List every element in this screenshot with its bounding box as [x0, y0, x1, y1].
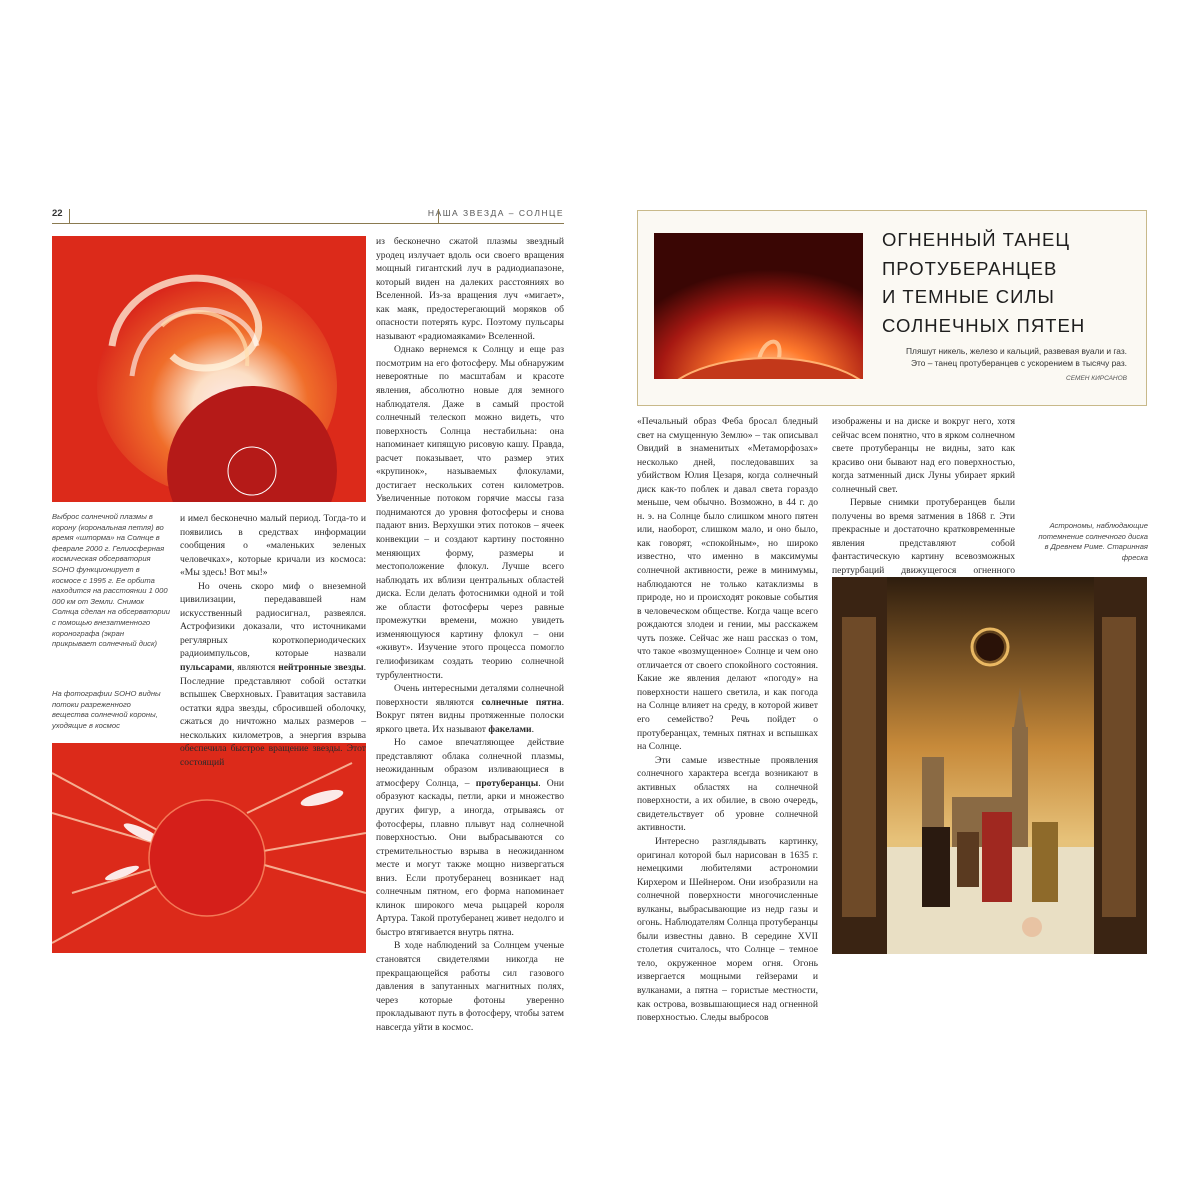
- feature-title-line: И ТЕМНЫЕ СИЛЫ: [882, 286, 1055, 307]
- left-column-3: [376, 235, 564, 1034]
- running-title: НАША ЗВЕЗДА – СОЛНЦЕ: [427, 208, 564, 218]
- term-pulsars: пульсарами: [180, 662, 232, 674]
- feature-title-line: СОЛНЕЧНЫХ ПЯТЕН: [882, 314, 1086, 336]
- paragraph: В ходе наблюдений за Солнцем ученые становятся свидетелями никогда не прекращающейся работы сил газового давления в запутанных магнитных полях, через которые фотоны уверенно прокладывают путь в фотосферу, чтобы затем навсегда уйти в космос.: [376, 940, 564, 1033]
- fresco-painting: [832, 577, 1147, 954]
- paragraph: Однако вернемся к Солнцу и еще раз посмотрим на его фотосферу. Мы обнаружим невероятные по масштабам и красоте явления, абсолютно новые для земного наблюдателя. Даже в самый простой солнечный телескоп можно видеть, что поверхность Солнца нестабильна: она напоминает кипящую рисовую кашу. Правда, расчет показывает, что размер этих «крупинок», называемых флокулами, достигает нескольких сотен километров. Увеличенные потоком горячие массы газа поднимаются до уровня фотосферы и снова падают вниз. Верхушки этих потоков – ячеек конвекции – и создают картину постоянно меняющих форму, размеры и местоположение флокул. Лучше всего наблюдать их вблизи центральных областей диска. Если делать фотоснимки одной и той же области фотосферы через равные промежутки времени, можно увидеть изменяющуюся картину флокул – они «живут». Изучение этого процесса помогло гелиофизикам создать теорию солнечной турбулентности.: [376, 344, 564, 681]
- cme-caption: Выброс солнечной плазмы в корону (корональная петля) во время «шторма» на Солнце в феврале 2000 г. Гелиосферная космическая обсерватория SOHO функционирует в космосе с 1995 г. Ее орбита находится на расстоянии 1 000 000 км от Земли. Снимок Солнца сделан на обсерватории с помощью внезатменного коронографа (экран прикрывает солнечный диск): [52, 512, 170, 649]
- soho-caption: На фотографии SOHO видны потоки разреженного вещества солнечной короны, уходящие в космос: [52, 689, 161, 730]
- paragraph: Интересно разглядывать картинку, оригинал которой был нарисован в 1635 г. немецкими любителями астрономии Кирхером и Шейнером. Они изобразили на солнечной поверхности многочисленные вулканы, выбрасывающие из недр газы и огонь. Наблюдателям Солнца протуберанцы были известны давно. В середине XVII столетия считалось, что Солнце – темное тело, окруженное морем огня. Огонь извергается мощными гейзерами и вулканами, а пятна – гористые местности, как острова, возвышающиеся над огненной поверхностью. Следы выбросов: [637, 835, 818, 1024]
- page-number: 22: [52, 208, 63, 219]
- feature-title-line: ПРОТУБЕРАНЦЕВ: [882, 257, 1058, 279]
- paragraph: изображены и на диске и вокруг него, хотя сейчас всем понятно, что в ярком солнечном свете протуберанцы не видны, зато как красиво они бывают над его поверхностью, когда затменный диск Луны убирает яркий солнечный свет.: [832, 416, 1015, 495]
- header-rule-tick: [438, 209, 439, 223]
- epigraph-author: СЕМЕН КИРСАНОВ: [1066, 375, 1127, 382]
- feature-prominence-photo: [654, 233, 863, 379]
- cme-photo: [52, 236, 366, 502]
- header-rule-tick: [69, 209, 70, 223]
- paragraph: из бесконечно сжатой плазмы звездный уродец излучает вдоль оси своего вращения мощный гигантский луч в радиодиапазоне, который виден на далеких расстояниях во Вселенной. Из-за вращения луч «мигает», как маяк, предостерегающий моряков об опасности потерять курс. Поэтому пульсары называют «радиомаяками» Вселенной.: [376, 236, 564, 342]
- feature-title-line: ОГНЕННЫЙ ТАНЕЦ: [882, 229, 1071, 250]
- paragraph: Но самое впечатляющее действие представляют облака солнечной плазмы, неожиданным образом изливающиеся в атмосферу Солнца, – протуберанцы. Они образуют каскады, петли, арки и множество других фигур, а иногда, отрываясь от фотосферы, плавно плывут над солнечной поверхностью. Они выбрасываются со стремительностью взрыва в неожиданном месте и могут также мощно низвергаться вниз. Если протуберанец возникает над солнечным пятном, его форма напоминает клинок широкого меча рыцарей короля Артура. Такой протуберанец живет недолго и быстро втягивается внутрь пятна.: [376, 737, 564, 938]
- term-prominences: протуберанцы: [475, 777, 539, 789]
- fresco-caption: Астрономы, наблюдающие потемнение солнечного диска в Древнем Риме. Старинная фреска: [1038, 521, 1148, 562]
- epigraph-line: Пляшут никель, железо и кальций, развевая вуали и газ.: [906, 346, 1127, 356]
- paragraph: «Печальный образ Феба бросал бледный свет на смущенную Землю» – так описывал Овидий в знаменитых «Метаморфозах» несколько дней, последовавших за убийством Юлия Цезаря, когда солнечный диск как-то поблек и давал света гораздо меньше, чем обычно. Возможно, в 44 г. до н. э. на Солнце было слишком много пятен или, наоборот, слишком мало, и оно было, как говорят, «спокойным», но широко известно, что именно в максимумы солнечной активности, реже в минимумы, наблюдаются не только катаклизмы в природе, но и происходят роковые события в человеческом обществе. Когда чаще всего рождаются злодеи и гении, мы расскажем чуть позже. Сейчас же наш рассказ о том, что такое «возмущенное» Солнце и чем оно отличается от своего спокойного состояния. Какие же явления делают «погоду» на поверхности нашего светила, и как погода на Солнце влияет на среду, в которой живет его семейство? Речь пойдет о протуберанцах, темных пятнах и вспышках на Солнце.: [637, 416, 818, 753]
- paragraph: и имел бесконечно малый период. Тогда-то и появились в средствах информации сообщения о «маленьких зеленых человечках», которые кричали из космоса: «Мы здесь! Вот мы!»: [180, 513, 366, 579]
- feature-title: [882, 226, 1122, 340]
- left-header: [52, 206, 564, 224]
- epigraph: [882, 345, 1127, 385]
- paragraph: Эти самые известные проявления солнечного характера всегда возникают в активных областях на солнечной поверхности, а их обилие, в свою очередь, свидетельствует об уровне солнечной активности.: [637, 754, 818, 834]
- paragraph: Первые снимки протуберанцев были получены во время затмения в 1868 г. Эти прекрасные и достаточно кратковременные явления представляют собой фантастическую картину всевозможных пертурбаций движущегося огненного: [832, 497, 1015, 577]
- paragraph: Но очень скоро миф о внеземной цивилизации, передававшей нам искусственный радиосигнал, развеялся. Астрофизики доказали, что источниками регулярных короткопериодических радиоимпульсов, которые назвали пульсарами, являются нейтронные звезды. Последние представляют собой остатки вспышек Сверхновых. Гравитация заставила остатки ядра звезды, сбросившей оболочку, сжаться до ничтожно малых размеров – нескольких километров, а энергия взрыва обеспечила быстрое вращение звезды. Этот состоящий: [180, 580, 366, 768]
- term-faculae: факелами: [488, 723, 532, 735]
- right-column-2: [832, 415, 1015, 591]
- left-column-2: [180, 512, 366, 769]
- right-column-1: [637, 415, 818, 1025]
- term-neutron-stars: нейтронные звезды: [278, 662, 364, 674]
- term-sunspots: солнечные пятна: [481, 696, 562, 708]
- epigraph-line: Это – танец протуберанцев с ускорением в тысячу раз.: [910, 358, 1127, 368]
- paragraph: Очень интересными деталями солнечной поверхности являются солнечные пятна. Вокруг пятен видны протяженные полоски яркого цвета. Их называют факелами.: [376, 683, 564, 735]
- soho-photo: [52, 743, 366, 953]
- header-rule: [52, 223, 564, 224]
